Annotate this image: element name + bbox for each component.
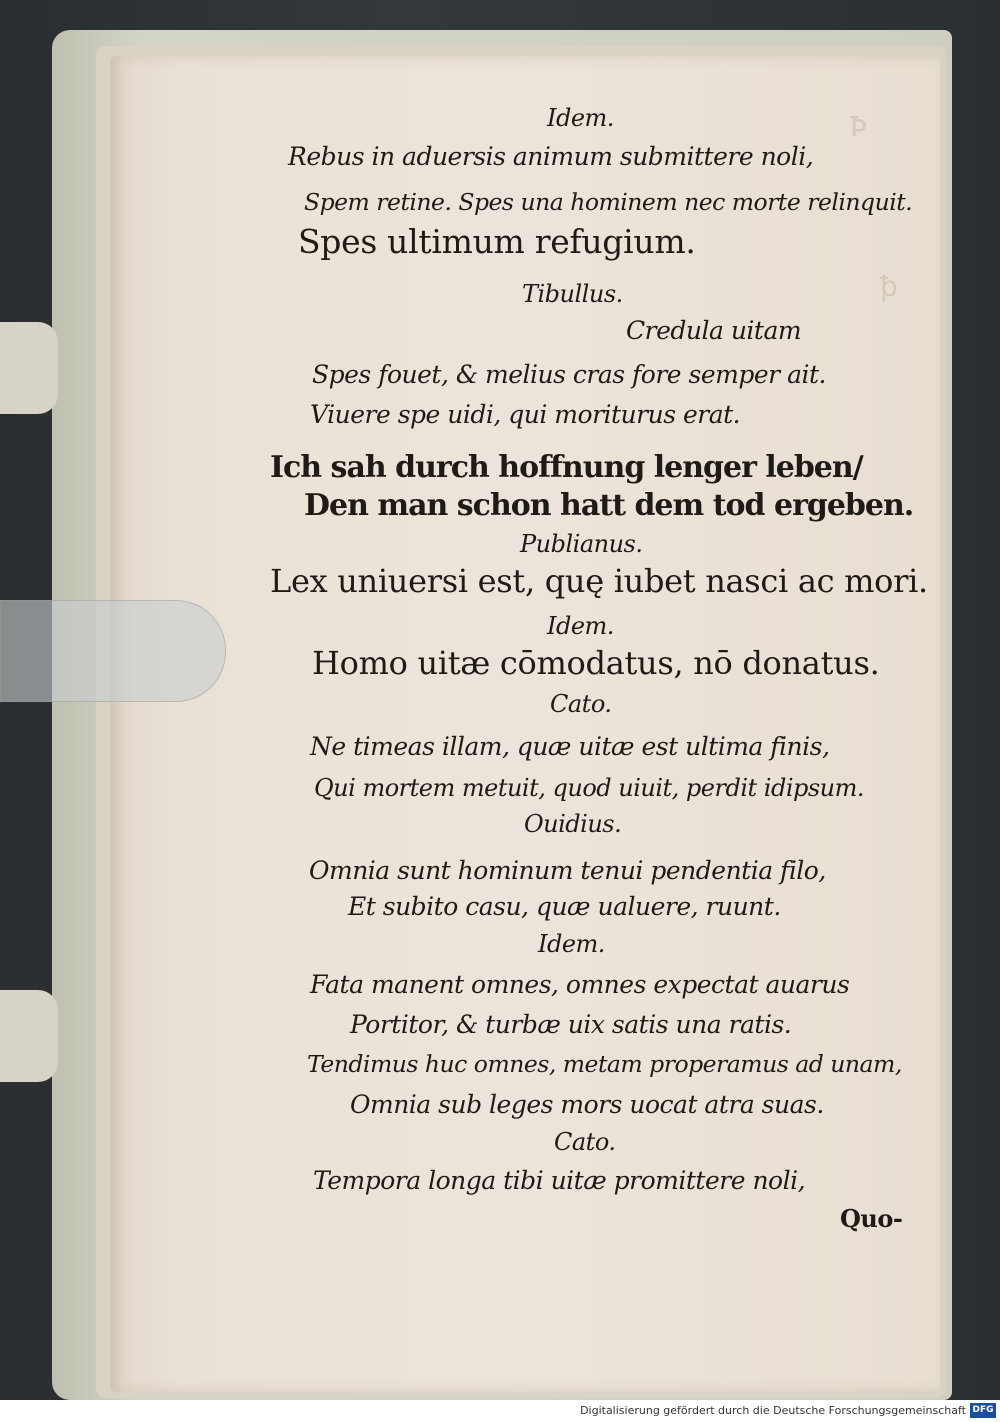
verse-line: Omnia sunt hominum tenui pendentia filo,	[309, 856, 826, 885]
show-through-text: ꝥ	[880, 270, 898, 303]
verse-line: Tempora longa tibi uitæ promittere noli,	[313, 1166, 806, 1195]
funding-notice: Digitalisierung gefördert durch die Deutsche Forschungsgemeinschaft	[580, 1404, 966, 1417]
speaker-heading: Cato.	[550, 690, 612, 718]
verse-line: Viuere spe uidi, qui moriturus erat.	[310, 400, 741, 429]
verse-line: Ne timeas illam, quæ uitæ est ultima finis,	[310, 732, 830, 761]
verse-line: Qui mortem metuit, quod uiuit, perdit idipsum.	[314, 774, 865, 802]
speaker-heading: Publianus.	[520, 530, 643, 558]
speaker-heading: Ouidius.	[524, 810, 622, 838]
speaker-heading: Idem.	[538, 930, 605, 958]
speaker-heading: Cato.	[554, 1128, 616, 1156]
verse-line: Rebus in aduersis animum submittere noli,	[288, 142, 814, 171]
catchword: Quo-	[840, 1204, 903, 1233]
speaker-heading: Idem.	[547, 104, 614, 132]
speaker-heading: Idem.	[547, 612, 614, 640]
footer-bar	[0, 1400, 1000, 1422]
verse-line: Portitor, & turbæ uix satis una ratis.	[350, 1010, 792, 1039]
verse-line: Et subito casu, quæ ualuere, ruunt.	[348, 892, 781, 921]
german-verse-line: Ich sah durch hoffnung lenger leben/	[270, 450, 863, 485]
maxim-line: Lex uniuersi est, quę iubet nasci ac mori.	[270, 562, 928, 600]
verse-line: Spem retine. Spes una hominem nec morte relinquit.	[304, 188, 913, 216]
verse-line: Tendimus huc omnes, metam properamus ad unam,	[307, 1050, 902, 1078]
german-verse-line: Den man schon hatt dem tod ergeben.	[304, 488, 914, 523]
verse-line: Spes fouet, & melius cras fore semper ait.	[312, 360, 826, 389]
maxim-line: Spes ultimum refugium.	[298, 222, 696, 261]
verse-line: Credula uitam	[626, 316, 802, 345]
speaker-heading: Tibullus.	[522, 280, 623, 308]
dfg-logo: DFG	[970, 1403, 996, 1418]
maxim-line: Homo uitæ cōmodatus, nō donatus.	[312, 644, 880, 682]
verse-line: Omnia sub leges mors uocat atra suas.	[350, 1090, 824, 1119]
show-through-text: Ꝥ	[850, 110, 867, 143]
verse-line: Fata manent omnes, omnes expectat auarus	[310, 970, 850, 999]
